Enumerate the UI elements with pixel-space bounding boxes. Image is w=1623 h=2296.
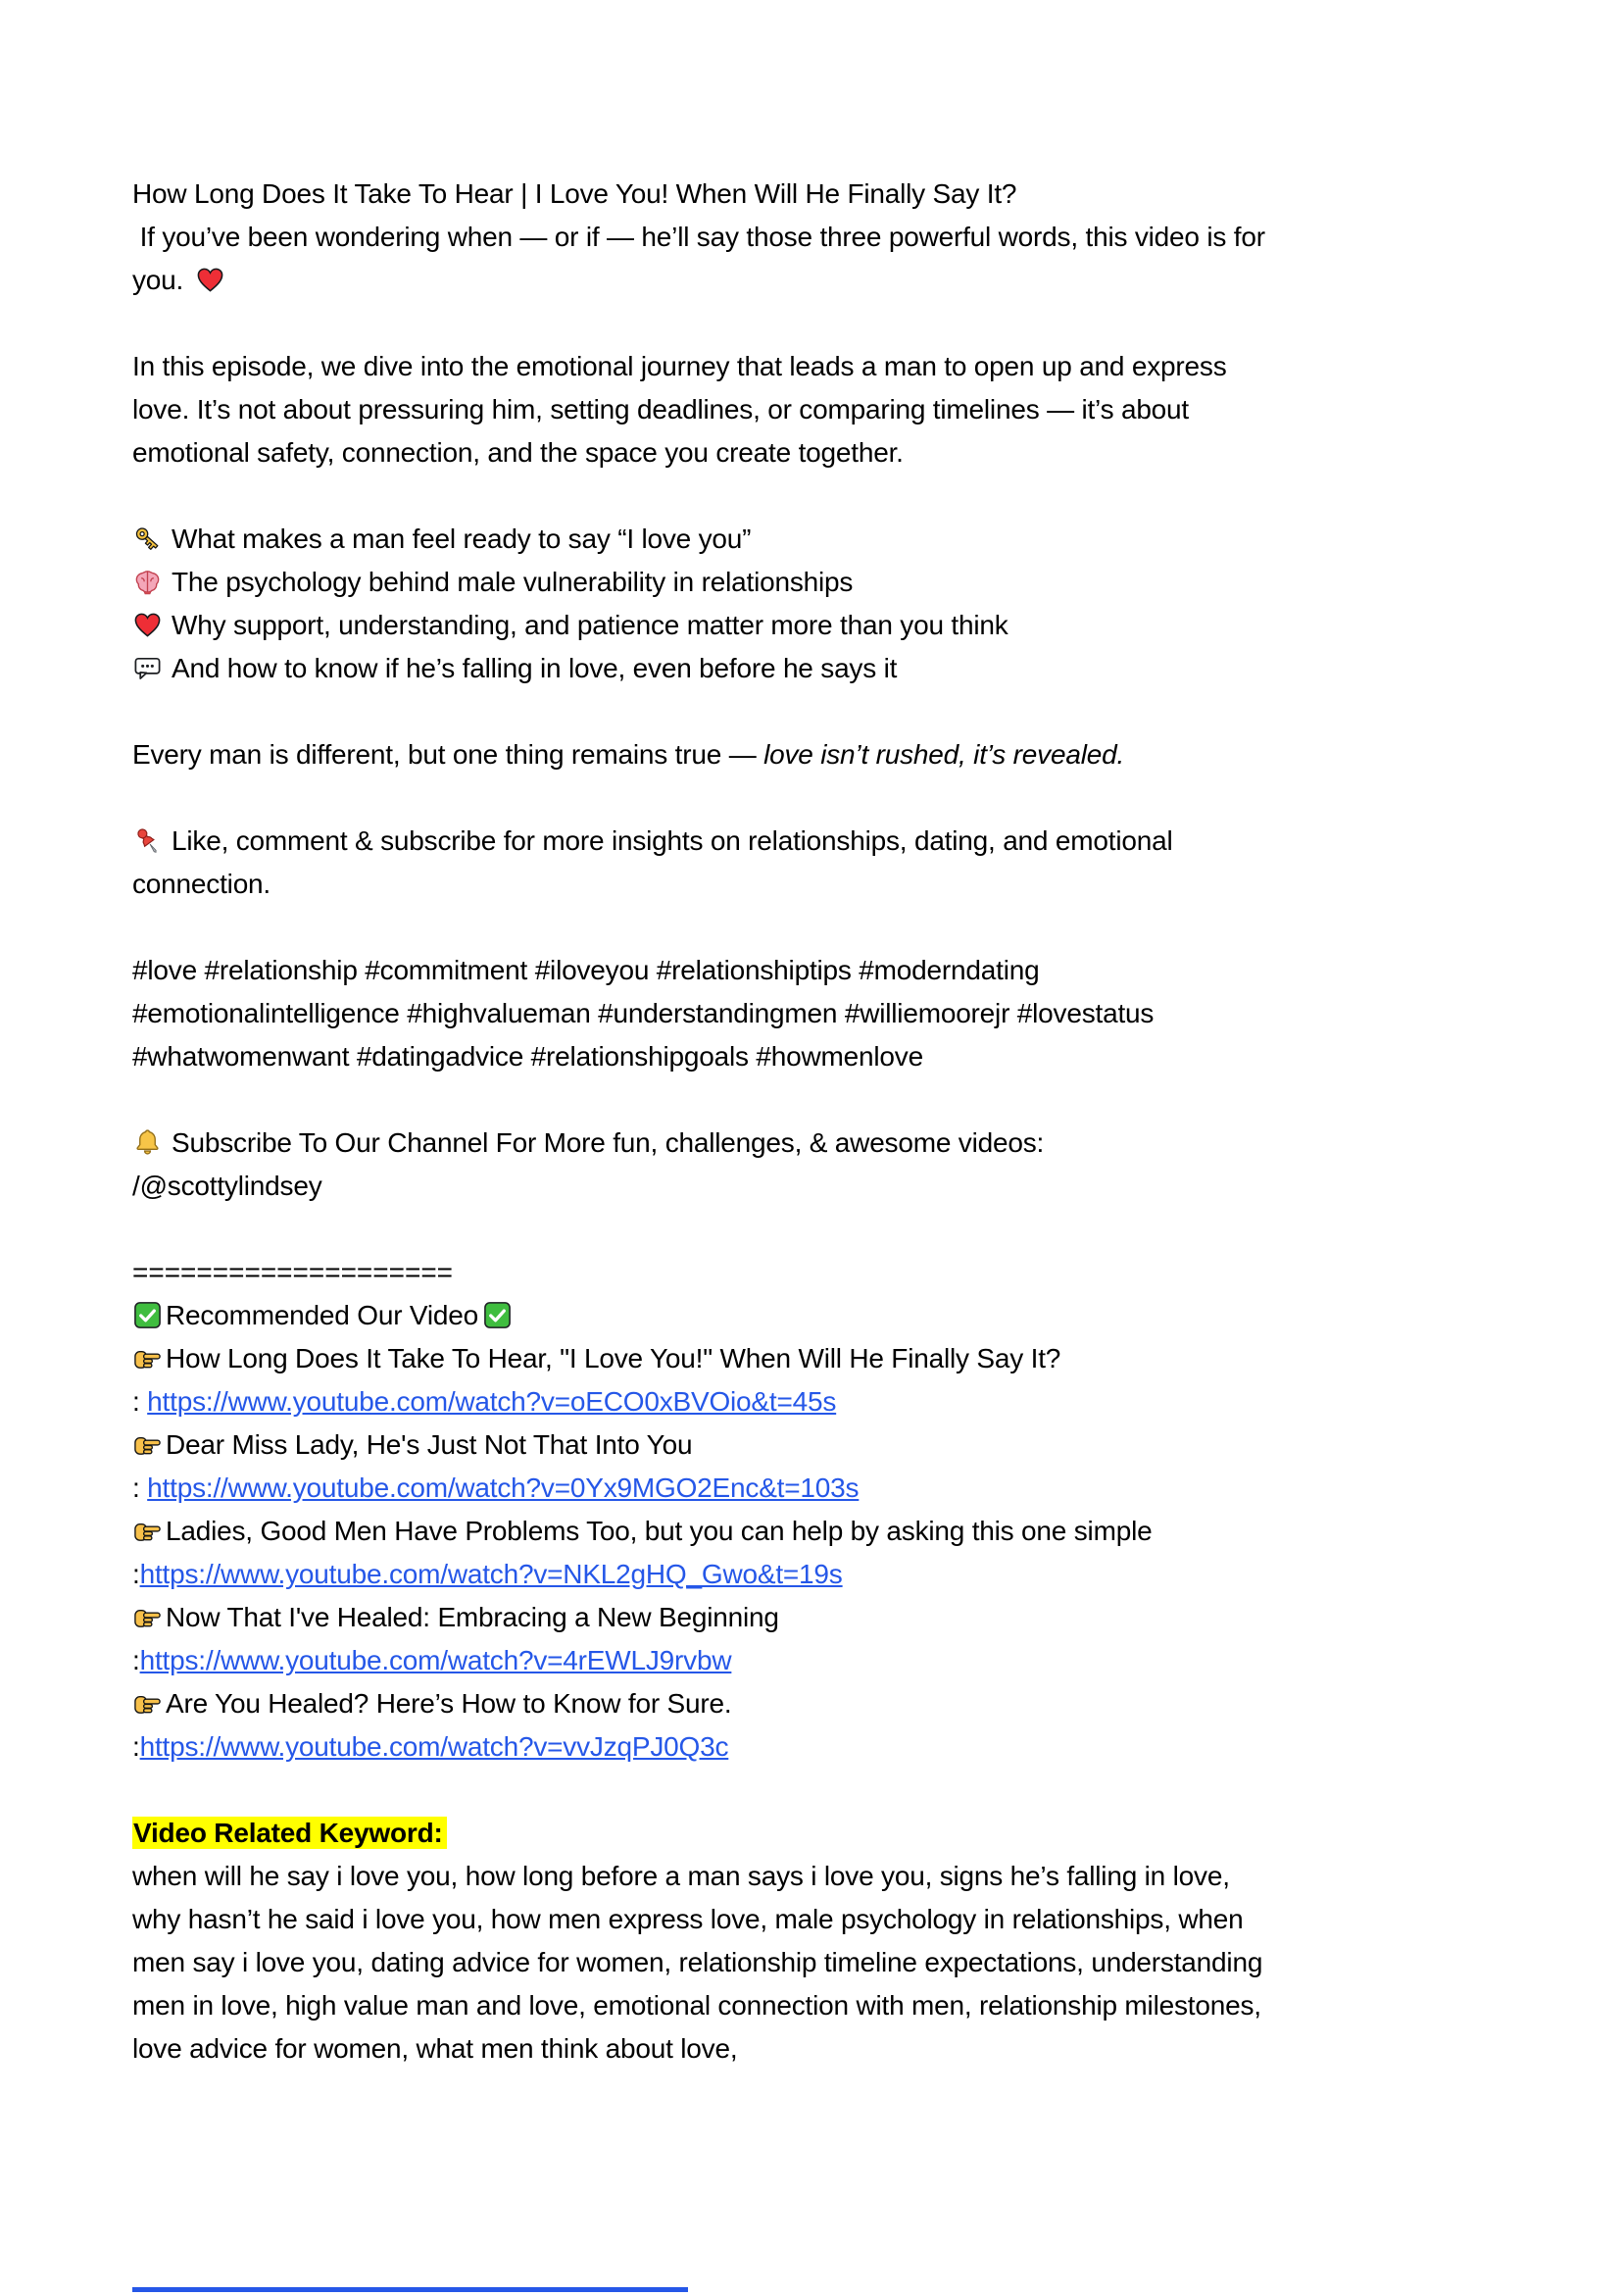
video-entry-title xyxy=(132,1682,1274,1725)
link-prefix: : xyxy=(132,1645,140,1675)
link-prefix: : xyxy=(132,1472,148,1503)
bell-icon xyxy=(132,1127,163,1158)
truth-italic: love isn’t rushed, it’s revealed. xyxy=(763,739,1125,770)
truth-regular: Every man is different, but one thing remains true — xyxy=(132,739,764,770)
intro-subtitle: If you’ve been wondering when — or if — he’ll say those three powerful words, this video is for you. xyxy=(132,222,1273,295)
check-icon xyxy=(132,1300,163,1330)
link-prefix: : xyxy=(132,1386,148,1417)
video-title-text: Ladies, Good Men Have Problems Too, but you can help by asking this one simple xyxy=(166,1516,1153,1546)
point-right-icon xyxy=(132,1429,163,1460)
video-entry-link xyxy=(132,1639,1274,1682)
video-title: How Long Does It Take To Hear | I Love You! When Will He Finally Say It? xyxy=(132,178,1017,209)
recommended-header xyxy=(132,1294,1274,1337)
topic-text: Why support, understanding, and patience matter more than you think xyxy=(172,610,1008,640)
video-title-text: Now That I've Healed: Embracing a New Beginning xyxy=(166,1602,779,1632)
video-entry-link xyxy=(132,1553,1274,1596)
video-entry-link xyxy=(132,1725,1274,1769)
topic-text: The psychology behind male vulnerability in relationships xyxy=(172,567,854,597)
video-entry-link xyxy=(132,1380,1274,1423)
recommended-header-text: Recommended Our Video xyxy=(166,1300,479,1330)
cta-paragraph xyxy=(132,820,1274,906)
speech-bubble-icon xyxy=(132,653,163,683)
video-link[interactable]: https://www.youtube.com/watch?v=NKL2gHQ_Gwo&t=19s xyxy=(139,1559,843,1589)
video-entry xyxy=(132,1423,1274,1510)
red-heart-icon xyxy=(195,265,225,295)
topic-item xyxy=(132,604,1274,647)
document-page xyxy=(132,173,1274,2114)
brain-icon xyxy=(132,567,163,597)
video-entry-title xyxy=(132,1423,1274,1467)
pushpin-icon xyxy=(132,825,163,856)
video-entry xyxy=(132,1596,1274,1682)
video-link[interactable]: https://www.youtube.com/watch?v=vvJzqPJ0Q3c xyxy=(139,1731,729,1762)
channel-handle[interactable]: /@scottylindsey xyxy=(132,1171,322,1201)
link-prefix: : xyxy=(132,1559,140,1589)
video-entry xyxy=(132,1337,1274,1423)
video-link[interactable]: https://www.youtube.com/watch?v=oECO0xBVOio&t=45s xyxy=(147,1386,837,1417)
video-link[interactable]: https://www.youtube.com/watch?v=0Yx9MGO2Enc&t=103s xyxy=(147,1472,860,1503)
check-icon xyxy=(482,1300,513,1330)
point-right-icon xyxy=(132,1688,163,1719)
video-entry-title xyxy=(132,1596,1274,1639)
point-right-icon xyxy=(132,1602,163,1632)
video-entry-link xyxy=(132,1467,1274,1510)
subscribe-text: Subscribe To Our Channel For More fun, challenges, & awesome videos: xyxy=(172,1127,1045,1158)
topic-item xyxy=(132,518,1274,561)
key-icon xyxy=(132,524,163,554)
point-right-icon xyxy=(132,1516,163,1546)
video-title-text: Are You Healed? Here’s How to Know for Sure. xyxy=(166,1688,732,1719)
hashtags-paragraph: #love #relationship #commitment #iloveyou #relationshiptips #moderndating #emotionalintelligence #highvalueman #understandingmen #williemoorejr #lovestatus #whatwomenwant #datingadvice #relationshipgoals #howmenlove xyxy=(132,955,1155,1072)
keywords-heading: Video Related Keyword: xyxy=(132,1817,447,1849)
keywords-section xyxy=(132,1812,1274,2071)
video-title-text: How Long Does It Take To Hear, "I Love You!" When Will He Finally Say It? xyxy=(166,1343,1061,1373)
topic-text: And how to know if he’s falling in love, even before he says it xyxy=(172,653,898,683)
point-right-icon xyxy=(132,1343,163,1373)
video-link[interactable]: https://www.youtube.com/watch?v=4rEWLJ9rvbw xyxy=(139,1645,732,1675)
cutoff-link-underline xyxy=(132,2287,688,2292)
episode-paragraph: In this episode, we dive into the emotional journey that leads a man to open up and express love. It’s not about pressuring him, setting deadlines, or comparing timelines — it’s about emotional safety, connection, and the space you create together. xyxy=(132,351,1227,468)
intro-paragraph xyxy=(132,173,1274,302)
truth-paragraph xyxy=(132,733,1274,776)
topic-text: What makes a man feel ready to say “I love you” xyxy=(172,524,752,554)
topic-item xyxy=(132,561,1274,604)
video-entry-title xyxy=(132,1510,1274,1553)
recommended-section xyxy=(132,1251,1274,1769)
subscribe-paragraph xyxy=(132,1122,1274,1208)
keywords-heading-line xyxy=(132,1812,1274,1855)
topic-item xyxy=(132,647,1274,690)
link-prefix: : xyxy=(132,1731,140,1762)
video-title-text: Dear Miss Lady, He's Just Not That Into You xyxy=(166,1429,693,1460)
heart-icon xyxy=(132,610,163,640)
topics-list xyxy=(132,518,1274,690)
video-entry xyxy=(132,1682,1274,1769)
divider-line: ==================== xyxy=(132,1257,454,1287)
video-entry-title xyxy=(132,1337,1274,1380)
video-entry xyxy=(132,1510,1274,1596)
cta-text: Like, comment & subscribe for more insights on relationships, dating, and emotional connection. xyxy=(132,825,1181,899)
keywords-text: when will he say i love you, how long before a man says i love you, signs he’s falling in love, why hasn’t he said i love you, how men express love, male psychology in relationships, when men say i love you, dating advice for women, relationship timeline expectations, understanding men in love, high value man and love, emotional connection with men, relationship milestones, love advice for women, what men think about love, xyxy=(132,1861,1263,2064)
